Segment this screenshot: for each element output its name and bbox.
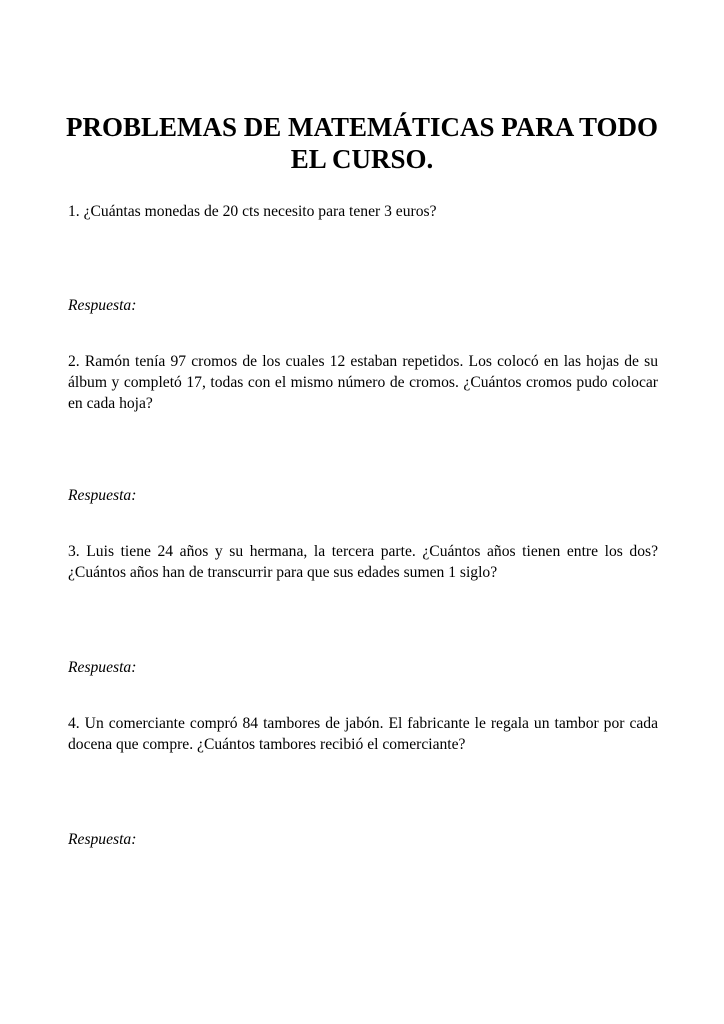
problem-2-text: 2. Ramón tenía 97 cromos de los cuales 12 estaban repetidos. Los colocó en las hojas de su álbum y completó 17, todas con el mismo número de cromos. ¿Cuántos cromos pudo colocar en cada hoja? bbox=[68, 353, 658, 412]
problem-1-answer-label: Respuesta: bbox=[68, 297, 137, 314]
problem-4-answer-label: Respuesta: bbox=[68, 831, 137, 848]
page-title: PROBLEMAS DE MATEMÁTICAS PARA TODO EL CURSO. bbox=[65, 112, 659, 174]
problem-3-text: 3. Luis tiene 24 años y su hermana, la tercera parte. ¿Cuántos años tienen entre los dos? ¿Cuántos años han de transcurrir para que sus edades sumen 1 siglo? bbox=[68, 543, 658, 581]
problem-1-text: 1. ¿Cuántas monedas de 20 cts necesito para tener 3 euros? bbox=[68, 203, 437, 220]
problem-2-answer-label: Respuesta: bbox=[68, 487, 137, 504]
problem-3-answer-label: Respuesta: bbox=[68, 659, 137, 676]
problem-4-text: 4. Un comerciante compró 84 tambores de jabón. El fabricante le regala un tambor por cada docena que compre. ¿Cuántos tambores recibió el comerciante? bbox=[68, 715, 658, 753]
